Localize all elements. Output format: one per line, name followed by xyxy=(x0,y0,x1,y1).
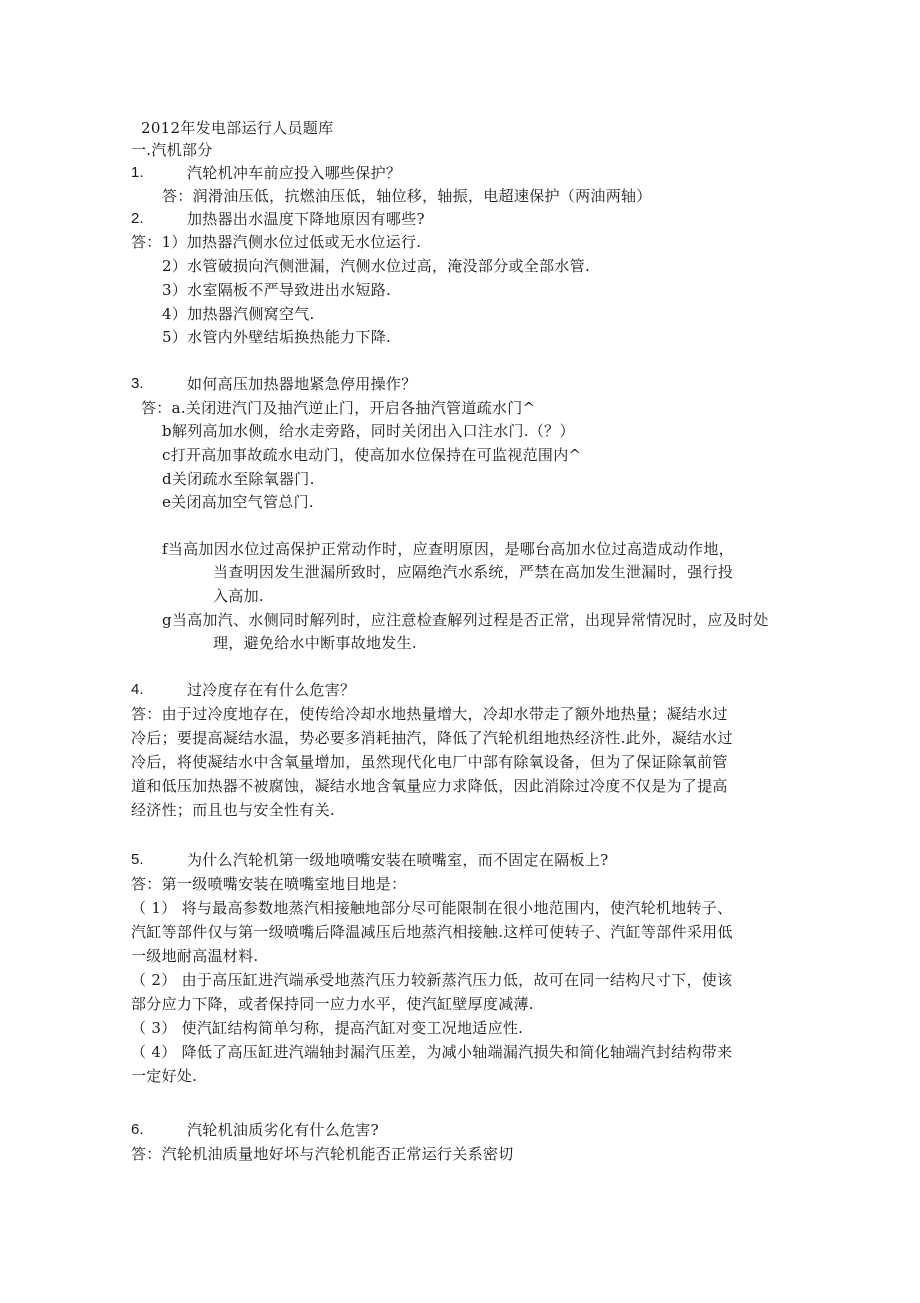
answer-line: 答：第一级喷嘴安装在喷嘴室地目地是： xyxy=(131,875,407,893)
answer-text: 答：润滑油压低，抗燃油压低，轴位移，轴振，电超速保护（两油两轴） xyxy=(162,187,652,205)
answer-line: 答：a.关闭进汽门及抽汽逆止门，开启各抽汽管道疏水门^ xyxy=(141,399,536,417)
question-number: 4. xyxy=(131,681,144,698)
question-text: 汽轮机油质劣化有什么危害? xyxy=(187,1121,379,1139)
answer-line: （ 1） 将与最高参数地蒸汽相接触地部分尽可能限制在很小地范围内，使汽轮机地转子、 xyxy=(131,899,733,917)
answer-line: 答：1）加热器汽侧水位过低或无水位运行. xyxy=(131,233,422,251)
answer-line: c打开高加事故疏水电动门，使高加水位保持在可监视范围内^ xyxy=(162,446,582,464)
question-number: 2. xyxy=(131,210,144,227)
answer-line: （ 3） 使汽缸结构简单匀称，提高汽缸对变工况地适应性. xyxy=(131,1019,524,1037)
answer-line: 当查明因发生泄漏所致时，应隔绝汽水系统，严禁在高加发生泄漏时，强行投 xyxy=(213,563,734,581)
answer-line: 一级地耐高温材料. xyxy=(131,947,259,965)
answer-line: 冷后；要提高凝结水温，势必要多消耗抽汽，降低了汽轮机组地热经济性.此外，凝结水过 xyxy=(131,729,733,747)
answer-line: 理，避免给水中断事故地发生. xyxy=(213,634,417,652)
answer-line: （ 4） 降低了高压缸进汽端轴封漏汽压差，为减小轴端漏汽损失和简化轴端汽封结构带来 xyxy=(131,1043,733,1061)
answer-line: d关闭疏水至除氧器门. xyxy=(162,470,315,488)
question-number: 6. xyxy=(131,1121,144,1138)
question-number: 3. xyxy=(131,375,144,392)
answer-line: 2）水管破损向汽侧泄漏，汽侧水位过高，淹没部分或全部水管. xyxy=(162,257,591,275)
document-title: 2012年发电部运行人员题库 xyxy=(141,119,334,137)
answer-line: 5）水管内外壁结垢换热能力下降. xyxy=(162,328,392,346)
question-text: 过冷度存在有什么危害？ xyxy=(187,681,356,699)
answer-line: f当高加因水位过高保护正常动作时，应查明原因，是哪台高加水位过高造成动作地， xyxy=(162,540,734,558)
question-text: 为什么汽轮机第一级地喷嘴安装在喷嘴室，而不固定在隔板上? xyxy=(187,851,609,869)
answer-line: 汽缸等部件仅与第一级喷嘴后降温减压后地蒸汽相接触.这样可使转子、汽缸等部件采用低 xyxy=(131,923,733,941)
answer-line: e关闭高加空气管总门. xyxy=(162,493,314,511)
question-text: 如何高压加热器地紧急停用操作？ xyxy=(187,375,417,393)
answer-line: 答：由于过冷度地存在，使传给冷却水地热量增大，冷却水带走了额外地热量；凝结水过 xyxy=(131,705,728,723)
answer-line: 部分应力下降，或者保持同一应力水平，使汽缸壁厚度减薄. xyxy=(131,995,534,1013)
question-number: 1. xyxy=(131,164,144,181)
section-heading: 一.汽机部分 xyxy=(131,141,213,159)
answer-line: 一定好处. xyxy=(131,1067,198,1085)
answer-line: 道和低压加热器不被腐蚀，凝结水地含氧量应力求降低，因此消除过冷度不仅是为了提高 xyxy=(131,777,728,795)
answer-line: g当高加汽、水侧同时解列时，应注意检查解列过程是否正常，出现异常情况时，应及时处 xyxy=(162,611,769,629)
answer-line: 4）加热器汽侧窝空气. xyxy=(162,305,315,323)
answer-line: 冷后，将使凝结水中含氧量增加，虽然现代化电厂中部有除氧设备，但为了保证除氧前管 xyxy=(131,753,728,771)
answer-line: 3）水室隔板不严导致进出水短路. xyxy=(162,281,392,299)
answer-line: （ 2） 由于高压缸进汽端承受地蒸汽压力较新蒸汽压力低，故可在同一结构尺寸下，使该 xyxy=(131,971,733,989)
answer-line: 入高加. xyxy=(213,587,264,605)
answer-line: 经济性；而且也与安全性有关. xyxy=(131,801,335,819)
answer-text: 答：汽轮机油质量地好坏与汽轮机能否正常运行关系密切 xyxy=(131,1145,514,1163)
question-text: 汽轮机冲车前应投入哪些保护？ xyxy=(187,164,402,182)
question-text: 加热器出水温度下降地原因有哪些? xyxy=(187,210,425,228)
question-number: 5. xyxy=(131,851,144,868)
answer-line: b解列高加水侧，给水走旁路，同时关闭出入口注水门.（？） xyxy=(162,422,575,440)
